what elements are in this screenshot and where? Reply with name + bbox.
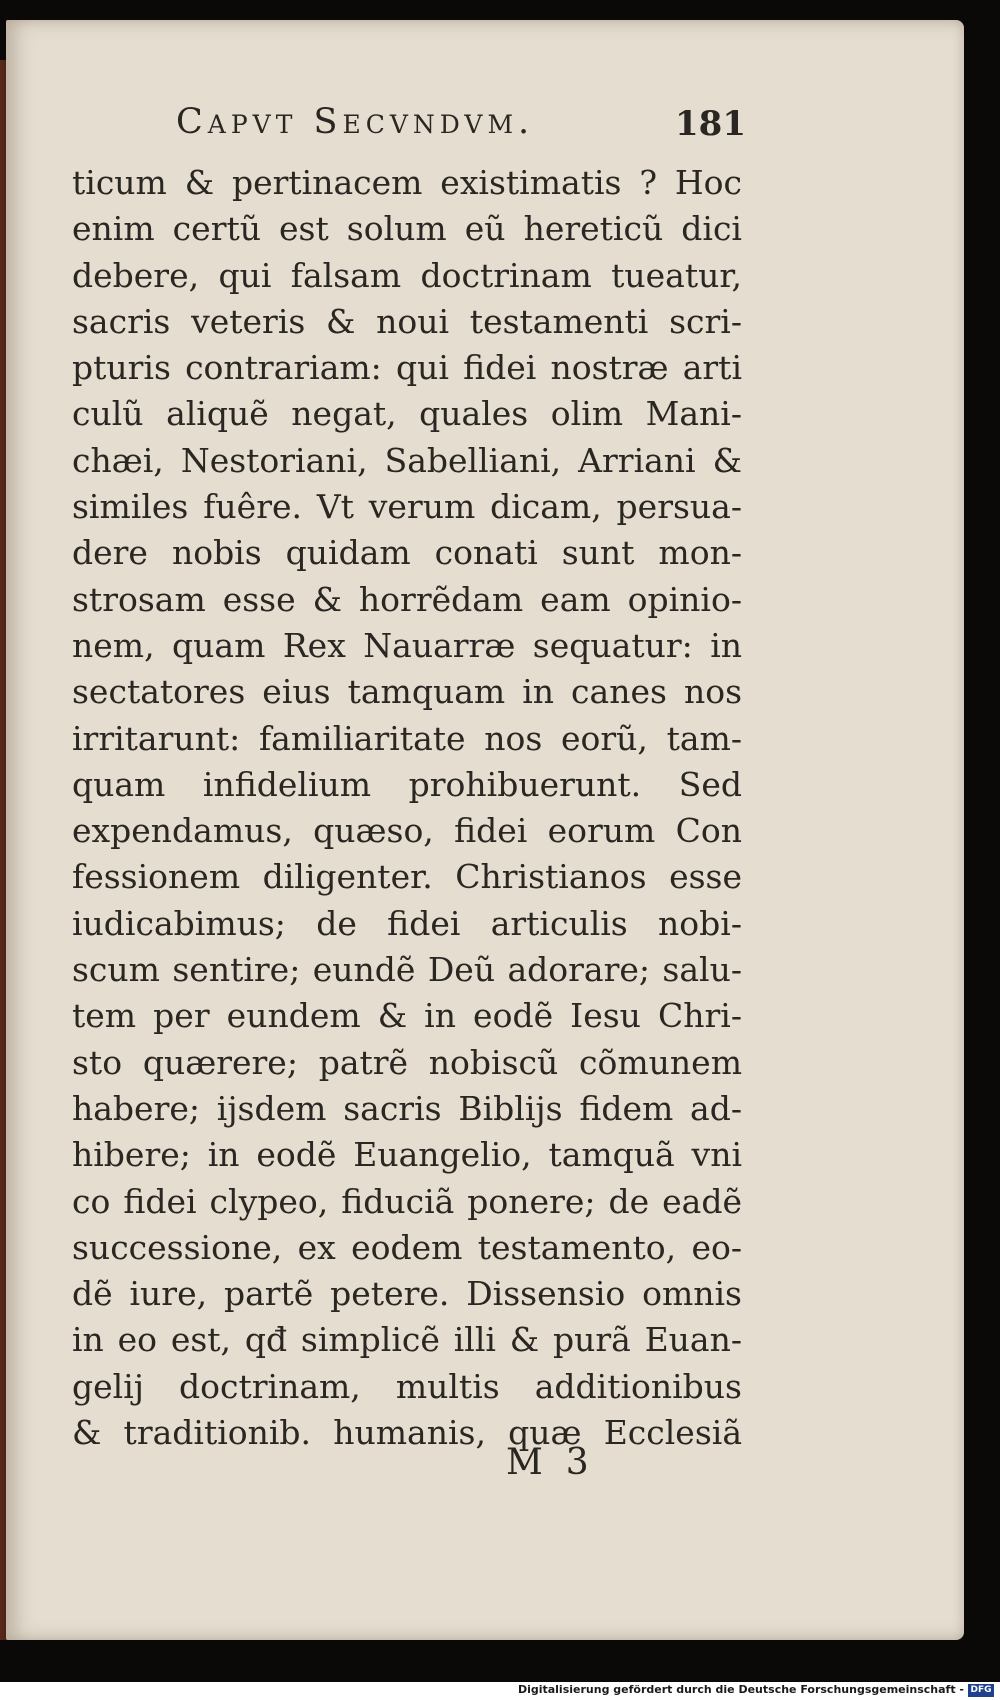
text-line: iudicabimus; de fidei articulis nobi- [72, 903, 742, 943]
text-line: similes fuêre. Vt verum dicam, persua- [72, 487, 742, 527]
text-line: debere, qui falsam doctrinam tueatur, [72, 255, 742, 295]
text-line: scum sentire; eundẽ Deũ adorare; salu- [72, 950, 742, 990]
text-line: hibere; in eodẽ Euangelio, tamquã vni [72, 1135, 742, 1175]
text-line: & traditionib. humanis, quæ Ecclesiã [72, 1413, 742, 1453]
page-header [176, 102, 746, 162]
text-line: quam infidelium prohibuerunt. Sed [72, 764, 742, 804]
text-line: fessionem diligenter. Christianos esse [72, 857, 742, 897]
text-line: successione, ex eodem testamento, eo- [72, 1227, 742, 1267]
page-number: 181 [675, 104, 746, 144]
text-line: sto quærere; patrẽ nobiscũ cõmunem [72, 1042, 742, 1082]
text-line: chæi, Nestoriani, Sabelliani, Arriani & [72, 440, 742, 480]
text-line: tem per eundem & in eodẽ Iesu Chri- [72, 996, 742, 1036]
book-page [6, 20, 964, 1640]
footer-credit: Digitalisierung gefördert durch die Deutsche Forschungsgemeinschaft - [517, 1683, 964, 1696]
running-head: Capvt Secvndvm. [176, 102, 535, 142]
text-line: sacris veteris & noui testamenti scri- [72, 301, 742, 341]
body-text [72, 160, 742, 1456]
dfg-logo: DFG [968, 1684, 994, 1697]
text-line: in eo est, qđ simplicẽ illi & purã Euan- [72, 1320, 742, 1360]
signature-mark: M 3 [506, 1442, 589, 1483]
footer-bar [0, 1682, 1000, 1700]
text-line: irritarunt: familiaritate nos eorũ, tam- [72, 718, 742, 758]
text-line: culũ aliquẽ negat, quales olim Mani- [72, 394, 742, 434]
text-line: ticum & pertinacem existimatis ? Hoc [72, 163, 742, 202]
text-line: nem, quam Rex Nauarræ sequatur: in [72, 625, 742, 665]
text-line: dẽ iure, partẽ petere. Dissensio omnis [72, 1274, 742, 1314]
text-line: pturis contrariam: qui fidei nostræ arti [72, 348, 742, 388]
text-line: dere nobis quidam conati sunt mon- [72, 533, 742, 573]
text-line: strosam esse & horrẽdam eam opinio- [72, 579, 742, 619]
text-line: enim certũ est solum eũ hereticũ dici [72, 209, 742, 249]
text-line: sectatores eius tamquam in canes nos [72, 672, 742, 712]
text-line: expendamus, quæso, fidei eorum Con [72, 811, 742, 851]
text-line: habere; ijsdem sacris Biblijs fidem ad- [72, 1088, 742, 1128]
text-line: gelij doctrinam, multis additionibus [72, 1366, 742, 1406]
text-line: co fidei clypeo, fiduciã ponere; de eadẽ [72, 1181, 742, 1221]
